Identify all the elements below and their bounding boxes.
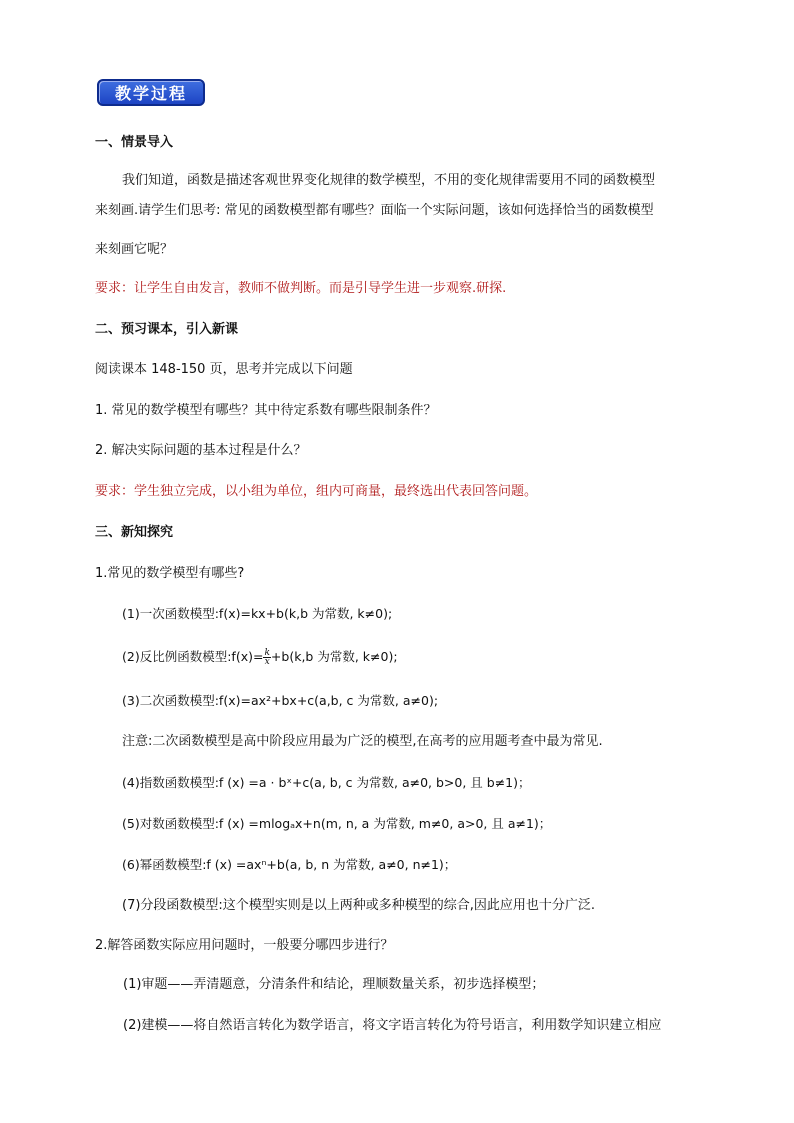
model-inverse-label: (2)反比例函数模型: [122, 649, 232, 664]
model-quadratic-formula: f(x)=ax²+bx+c(a,b, c 为常数, a≠0); [218, 693, 439, 708]
requirement-note-1: 要求：让学生自由发言，教师不做判断。而是引导学生进一步观察.研探. [95, 281, 507, 296]
section-badge: 教学过程 [97, 79, 205, 106]
fraction-denominator: x [264, 657, 270, 667]
model-exponential [122, 774, 531, 792]
heading-new-knowledge: 三、新知探究 [95, 525, 174, 540]
model-linear-label: (1)一次函数模型: [122, 606, 219, 621]
model-logarithmic-label: (5)对数函数模型: [122, 816, 219, 831]
fraction-k-over-x [263, 649, 270, 666]
reading-instruction: 阅读课本 148-150 页，思考并完成以下问题 [95, 362, 353, 377]
step-1-analyze: (1)审题——弄清题意，分清条件和结论，理顺数量关系，初步选择模型； [123, 977, 545, 992]
intro-paragraph-line-2: 来刻画.请学生们思考: 常见的函数模型都有哪些？面临一个实际问题，该如何选择恰当的函数模型 [95, 203, 654, 218]
question-2: 2. 解决实际问题的基本过程是什么？ [95, 443, 307, 458]
heading-preview-textbook: 二、预习课本，引入新课 [95, 322, 239, 337]
model-quadratic [122, 692, 438, 710]
model-exponential-label: (4)指数函数模型: [122, 775, 219, 790]
model-inverse-formula-end: +b(k,b 为常数, k≠0); [270, 649, 398, 664]
steps-question: 2.解答函数实际应用问题时，一般要分哪四步进行？ [95, 938, 394, 953]
model-linear [122, 605, 392, 623]
model-inverse-formula-start: f(x)= [231, 649, 264, 664]
model-piecewise: (7)分段函数模型:这个模型实则是以上两种或多种模型的综合,因此应用也十分广泛. [122, 898, 596, 913]
model-power [122, 856, 456, 874]
heading-scenario-intro: 一、情景导入 [95, 135, 174, 150]
model-power-label: (6)幂函数模型: [122, 857, 207, 872]
model-exponential-formula: f (x) =a · bˣ+c(a, b, c 为常数, a≠0, b>0, 且 b≠1)； [218, 775, 531, 790]
requirement-note-2: 要求：学生独立完成，以小组为单位，组内可商量，最终选出代表回答问题。 [95, 484, 538, 499]
model-power-formula: f (x) =axⁿ+b(a, b, n 为常数, a≠0, n≠1)； [206, 857, 457, 872]
model-inverse [122, 648, 398, 666]
fraction-numerator: k [264, 648, 270, 658]
quadratic-note: 注意:二次函数模型是高中阶段应用最为广泛的模型,在高考的应用题考查中最为常见. [122, 734, 603, 749]
intro-paragraph-line-3: 来刻画它呢？ [95, 242, 174, 257]
model-logarithmic [122, 815, 551, 833]
step-2-model: (2)建模——将自然语言转化为数学语言，将文字语言转化为符号语言，利用数学知识建立相应 [123, 1018, 662, 1033]
model-logarithmic-formula: f (x) =mlogₐx+n(m, n, a 为常数, m≠0, a>0, 且 a≠1)； [218, 816, 552, 831]
intro-paragraph-line-1: 我们知道，函数是描述客观世界变化规律的数学模型，不用的变化规律需要用不同的函数模型 [122, 173, 656, 188]
model-linear-formula: f(x)=kx+b(k,b 为常数, k≠0); [218, 606, 393, 621]
model-quadratic-label: (3)二次函数模型: [122, 693, 219, 708]
question-1: 1. 常见的数学模型有哪些？其中待定系数有哪些限制条件？ [95, 403, 437, 418]
models-question: 1.常见的数学模型有哪些? [95, 566, 245, 581]
